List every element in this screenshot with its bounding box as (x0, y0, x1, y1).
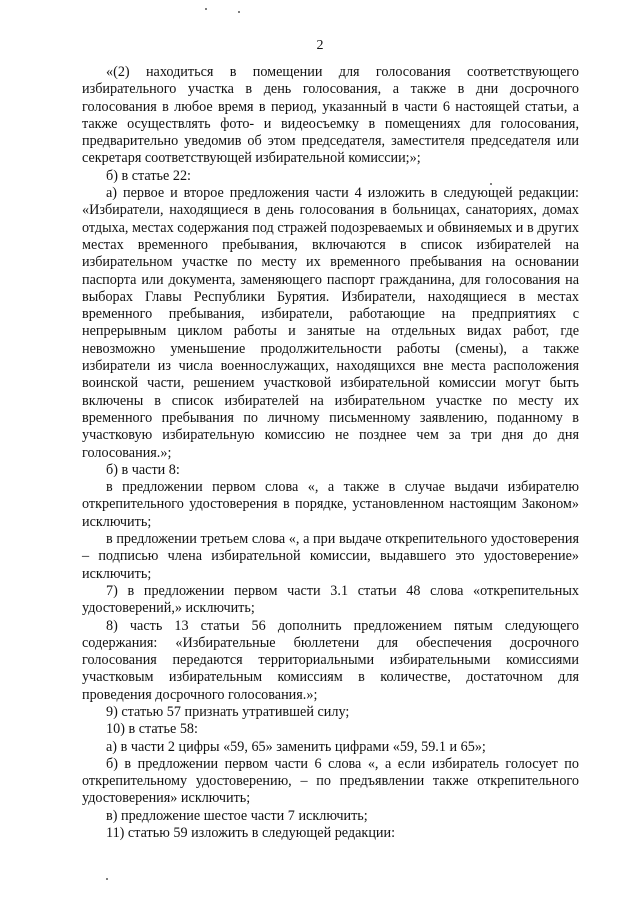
paragraph: в) предложение шестое части 7 исключить; (106, 807, 368, 824)
document-body (82, 64, 579, 842)
paragraph: 11) статью 59 изложить в следующей редакции: (106, 825, 396, 842)
paragraph: б) в статье 22: (106, 167, 191, 184)
paragraph: в предложении третьем слова «, а при выдаче открепительного удостоверения – подписью члена избирательной комиссии, выдавшего это удостоверение» исключить; (82, 531, 579, 582)
paragraph: «(2) находиться в помещении для голосования соответствующего избирательного участка в день голосования, а также в дни досрочного голосования в любое время в период, указанный в части 6 настоящей статьи, а также осуществлять фото- и видеосъемку в помещениях для голосования, предварительно уведомив об этом председателя, заместителя председателя или секретаря соответствующей избирательной комиссии;»; (82, 64, 579, 167)
paragraph: 7) в предложении первом части 3.1 статьи 48 слова «открепительных удостоверений,» исключить; (82, 582, 579, 617)
paragraph: в предложении первом слова «, а также в случае выдачи избирателю открепительного удостоверения в порядке, установленном настоящим Законом» исключить; (82, 479, 579, 530)
paragraph: а) первое и второе предложения части 4 изложить в следующей редакции: «Избиратели, находящиеся в день голосования в больницах, санаториях, домах отдыха, местах содержания под стражей подозреваемых и обвиняемых и в других местах временного пребывания, включаются в список избирателей на избирательном участке по месту их временного пребывания на основании паспорта или документа, заменяющего паспорт гражданина, для голосования на выборах Главы Республики Бурятия. Избиратели, находящиеся в местах временного пребывания, избиратели, работающие на предприятиях с непрерывным циклом работы и занятые на отдельных видах работ, где невозможно уменьшение продолжительности работы (смены), а также избиратели из числа военнослужащих, находящихся вне места расположения воинской части, решением участковой избирательной комиссии могут быть включены в список избирателей на избирательном участке по месту их временного пребывания по личному письменному заявлению, поданному в участковую избирательную комиссию не позднее чем за три дня до дня голосования.»; (82, 185, 579, 461)
scan-speck (106, 878, 108, 880)
paragraph: б) в предложении первом части 6 слова «, а если избиратель голосует по открепительному удостоверению, – по предъявлении также открепительного удостоверения» исключить; (82, 755, 579, 807)
paragraph: б) в части 8: (106, 461, 180, 478)
scan-speck (238, 11, 240, 13)
scan-speck (205, 8, 207, 10)
paragraph: 8) часть 13 статьи 56 дополнить предложением пятым следующего содержания: «Избирательные бюллетени для обеспечения досрочного голосования передаются территориальными избирательными комиссиями участковым избирательным комиссиям в количестве, достаточном для проведения досрочного голосования.»; (82, 617, 579, 703)
paragraph: 9) статью 57 признать утратившей силу; (106, 703, 350, 720)
paragraph: а) в части 2 цифры «59, 65» заменить цифрами «59, 59.1 и 65»; (106, 738, 486, 755)
page-number: 2 (316, 38, 324, 53)
paragraph: 10) в статье 58: (106, 721, 198, 738)
